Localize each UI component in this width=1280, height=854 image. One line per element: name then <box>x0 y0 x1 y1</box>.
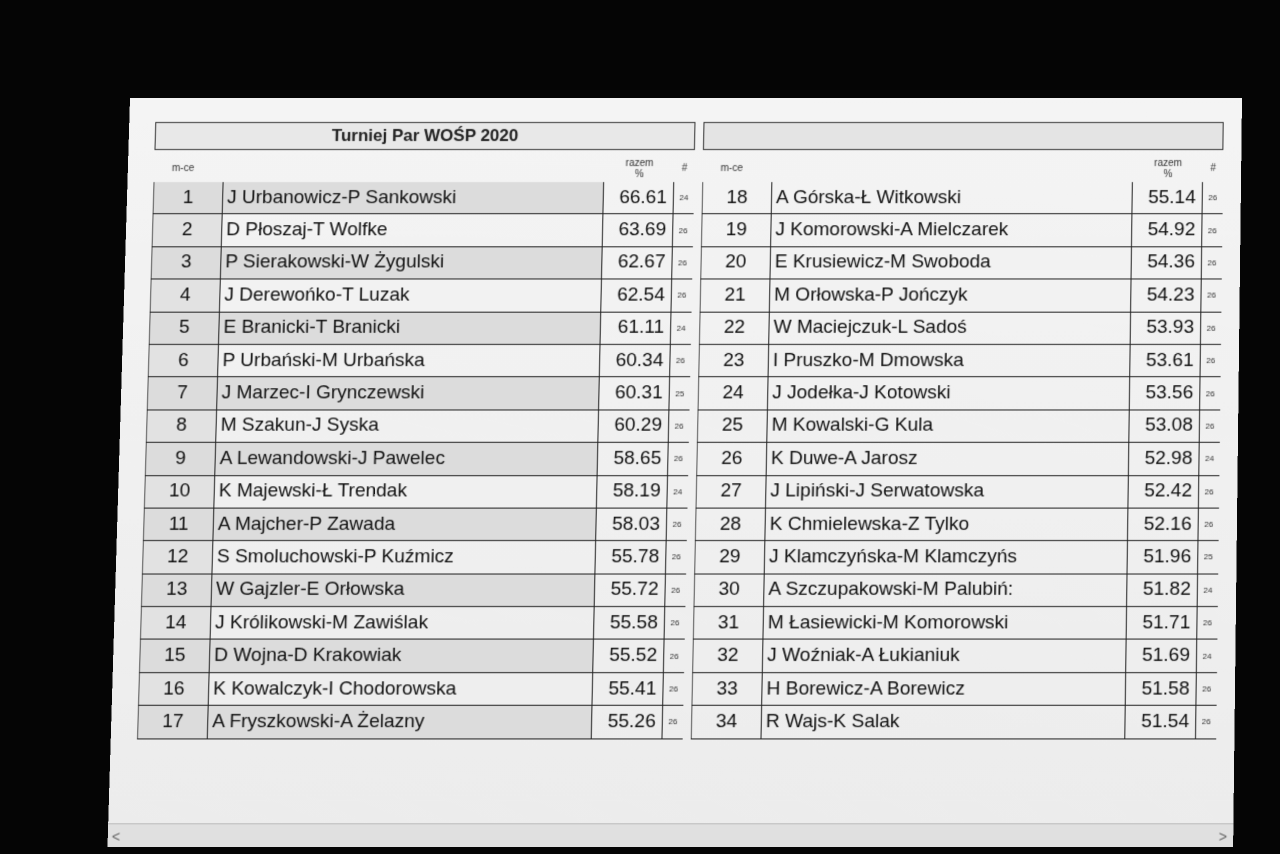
rank-cell[interactable]: 11 <box>143 509 214 541</box>
pair-name-cell[interactable]: M Orłowska-P Jończyk <box>770 280 1132 312</box>
boards-cell[interactable]: 26 <box>1202 618 1213 628</box>
percent-cell[interactable]: 53.56 <box>1130 378 1201 410</box>
rank-cell[interactable]: 8 <box>146 410 217 442</box>
rank-cell[interactable]: 5 <box>149 312 220 344</box>
pair-name-cell[interactable]: K Chmielewska-Z Tylko <box>765 509 1128 541</box>
boards-cell[interactable]: 26 <box>1204 519 1214 529</box>
spreadsheet-screen <box>107 98 1242 847</box>
pair-name-cell[interactable]: P Sierakowski-W Żygulski <box>221 247 603 279</box>
rank-cell[interactable]: 27 <box>696 476 767 508</box>
table-body-left <box>137 182 694 739</box>
table-row[interactable] <box>700 280 1222 313</box>
table-row[interactable] <box>695 509 1219 542</box>
boards-cell[interactable]: 26 <box>1206 323 1216 333</box>
table-row[interactable] <box>699 312 1221 345</box>
header-boards: # <box>1210 163 1216 175</box>
percent-cell[interactable]: 51.54 <box>1125 706 1196 738</box>
boards-cell[interactable]: 24 <box>1205 454 1215 464</box>
boards-cell[interactable]: 26 <box>1207 225 1217 235</box>
pair-name-cell[interactable]: K Duwe-A Jarosz <box>767 443 1130 475</box>
table-row[interactable] <box>700 247 1222 280</box>
rank-cell[interactable]: 14 <box>140 607 212 639</box>
rank-cell[interactable]: 25 <box>697 410 768 442</box>
table-row[interactable] <box>694 541 1218 574</box>
boards-cell[interactable]: 26 <box>670 618 680 628</box>
boards-cell[interactable]: 26 <box>1206 356 1216 366</box>
table-title: Turniej Par WOŚP 2020 <box>154 122 695 150</box>
table-row[interactable] <box>696 443 1220 476</box>
table-row[interactable] <box>148 345 691 378</box>
rank-cell[interactable]: 6 <box>148 345 219 377</box>
boards-cell[interactable]: 26 <box>1208 193 1218 203</box>
boards-cell[interactable]: 26 <box>1207 290 1217 300</box>
rank-cell[interactable]: 24 <box>698 378 769 410</box>
percent-cell[interactable]: 55.72 <box>595 574 666 606</box>
header-percent <box>604 158 675 182</box>
table-row[interactable] <box>147 378 690 411</box>
header-percent-bottom: % <box>634 169 644 181</box>
table-row[interactable] <box>149 312 692 345</box>
rank-cell[interactable]: 19 <box>701 215 772 247</box>
boards-cell[interactable]: 24 <box>1203 585 1213 595</box>
pair-name-cell[interactable]: S Smoluchowski-P Kuźmicz <box>212 541 596 573</box>
percent-cell[interactable]: 55.14 <box>1132 182 1203 213</box>
boards-cell[interactable]: 24 <box>673 487 683 497</box>
scroll-right-icon[interactable]: > <box>1218 828 1228 845</box>
table-row[interactable] <box>141 574 686 607</box>
percent-cell[interactable]: 63.69 <box>603 215 674 247</box>
percent-cell[interactable]: 61.11 <box>601 312 672 344</box>
header-boards: # <box>681 163 688 175</box>
pair-name-cell[interactable]: D Wojna-D Krakowiak <box>210 640 594 672</box>
table-row[interactable] <box>691 706 1217 739</box>
pair-name-cell[interactable]: J Urbanowicz-P Sankowski <box>223 182 604 213</box>
percent-cell[interactable]: 52.98 <box>1129 443 1200 475</box>
table-header <box>154 150 695 182</box>
percent-cell[interactable]: 55.26 <box>592 706 663 738</box>
rank-cell[interactable]: 1 <box>153 182 224 213</box>
pair-name-cell[interactable]: A Szczupakowski-M Palubiń: <box>764 574 1127 606</box>
pair-name-cell[interactable]: P Urbański-M Urbańska <box>218 345 600 377</box>
rank-cell[interactable]: 15 <box>139 640 211 672</box>
rank-cell[interactable]: 26 <box>696 443 767 475</box>
boards-cell[interactable]: 25 <box>675 388 685 398</box>
table-row[interactable] <box>152 215 694 248</box>
percent-cell[interactable]: 53.93 <box>1131 312 1202 344</box>
pair-name-cell[interactable]: J Klamczyńska-M Klamczyńs <box>765 541 1128 573</box>
rank-cell[interactable]: 17 <box>137 706 209 738</box>
pair-name-cell[interactable]: J Jodełka-J Kotowski <box>768 378 1130 410</box>
table-row[interactable] <box>153 182 695 214</box>
horizontal-scrollbar[interactable] <box>107 823 1233 847</box>
rank-cell[interactable]: 22 <box>699 312 770 344</box>
table-row[interactable] <box>143 509 688 542</box>
percent-cell[interactable]: 58.19 <box>597 476 668 508</box>
percent-cell[interactable]: 55.52 <box>593 640 664 672</box>
pair-name-cell[interactable]: J Marzec-I Grynczewski <box>217 378 600 410</box>
pair-name-cell[interactable]: D Płoszaj-T Wolfke <box>222 215 604 247</box>
pair-name-cell[interactable]: R Wajs-K Salak <box>762 706 1126 738</box>
pair-name-cell[interactable]: J Woźniak-A Łukianiuk <box>763 640 1127 672</box>
pair-name-cell[interactable]: I Pruszko-M Dmowska <box>769 345 1131 377</box>
boards-cell[interactable]: 24 <box>679 193 689 203</box>
percent-cell[interactable]: 55.78 <box>595 541 666 573</box>
table-row[interactable] <box>137 706 683 739</box>
boards-cell[interactable]: 26 <box>672 519 682 529</box>
header-percent-bottom: % <box>1163 169 1173 181</box>
pair-name-cell[interactable]: A Górska-Ł Witkowski <box>772 182 1133 213</box>
percent-cell[interactable]: 51.96 <box>1128 541 1199 573</box>
boards-cell[interactable]: 26 <box>671 552 681 562</box>
results-table-right <box>691 122 1224 739</box>
table-row[interactable] <box>698 345 1221 378</box>
pair-name-cell[interactable]: K Majewski-Ł Trendak <box>214 476 597 508</box>
percent-cell[interactable]: 62.67 <box>602 247 673 279</box>
pair-name-cell[interactable]: E Krusiewicz-M Swoboda <box>770 247 1131 279</box>
boards-cell[interactable]: 26 <box>677 258 688 268</box>
rank-cell[interactable]: 29 <box>694 541 765 573</box>
percent-cell[interactable]: 53.08 <box>1129 410 1200 442</box>
percent-cell[interactable]: 52.16 <box>1128 509 1199 541</box>
percent-cell[interactable]: 66.61 <box>603 182 674 213</box>
boards-cell[interactable]: 26 <box>1201 717 1211 727</box>
boards-cell[interactable]: 26 <box>668 717 678 727</box>
rank-cell[interactable]: 13 <box>141 574 212 606</box>
boards-cell[interactable]: 26 <box>673 454 684 464</box>
table-title-empty <box>703 122 1224 150</box>
percent-cell[interactable]: 51.58 <box>1126 673 1197 705</box>
table-row[interactable] <box>145 443 689 476</box>
table-row[interactable] <box>142 541 687 574</box>
header-rank: m-ce <box>171 163 195 175</box>
rank-cell[interactable]: 12 <box>142 541 213 573</box>
pair-name-cell[interactable]: H Borewicz-A Borewicz <box>762 673 1126 705</box>
boards-cell[interactable]: 24 <box>1202 651 1212 661</box>
results-table-left <box>137 122 695 739</box>
table-row[interactable] <box>697 410 1220 443</box>
percent-cell[interactable]: 60.34 <box>600 345 671 377</box>
header-percent <box>1133 158 1203 182</box>
table-row[interactable] <box>693 607 1218 640</box>
rank-cell[interactable]: 28 <box>695 509 766 541</box>
percent-cell[interactable]: 54.23 <box>1131 280 1202 312</box>
percent-cell[interactable]: 51.82 <box>1127 574 1198 606</box>
table-row[interactable] <box>702 182 1223 214</box>
rank-cell[interactable]: 31 <box>693 607 764 639</box>
pair-name-cell[interactable]: W Maciejczuk-L Sadoś <box>769 312 1131 344</box>
boards-cell[interactable]: 26 <box>674 421 684 431</box>
percent-cell[interactable]: 54.92 <box>1132 215 1203 247</box>
boards-cell[interactable]: 26 <box>1202 684 1212 694</box>
table-row[interactable] <box>140 607 685 640</box>
table-row[interactable] <box>691 673 1217 706</box>
table-row[interactable] <box>150 280 693 313</box>
percent-cell[interactable]: 53.61 <box>1130 345 1201 377</box>
header-percent-top: razem <box>625 158 654 170</box>
table-row[interactable] <box>138 673 684 706</box>
pair-name-cell[interactable]: J Królikowski-M Zawiślak <box>211 607 595 639</box>
boards-cell[interactable]: 26 <box>1205 421 1215 431</box>
rank-cell[interactable]: 33 <box>691 673 762 705</box>
table-row[interactable] <box>696 476 1220 509</box>
boards-cell[interactable]: 26 <box>1207 258 1217 268</box>
rank-cell[interactable]: 3 <box>151 247 222 279</box>
header-percent-top: razem <box>1154 158 1183 170</box>
table-row[interactable] <box>693 574 1218 607</box>
percent-cell[interactable]: 58.03 <box>596 509 667 541</box>
percent-cell[interactable]: 55.58 <box>594 607 665 639</box>
rank-cell[interactable]: 32 <box>692 640 763 672</box>
boards-cell[interactable]: 26 <box>675 356 686 366</box>
boards-cell[interactable]: 26 <box>677 290 687 300</box>
table-row[interactable] <box>139 640 685 673</box>
pair-name-cell[interactable]: M Kowalski-G Kula <box>767 410 1129 442</box>
percent-cell[interactable]: 58.65 <box>598 443 669 475</box>
rank-cell[interactable]: 23 <box>698 345 769 377</box>
rank-cell[interactable]: 7 <box>147 378 218 410</box>
rank-cell[interactable]: 4 <box>150 280 221 312</box>
percent-cell[interactable]: 60.31 <box>599 378 670 410</box>
percent-cell[interactable]: 54.36 <box>1132 247 1203 279</box>
pair-name-cell[interactable]: M Szakun-J Syska <box>216 410 599 442</box>
percent-cell[interactable]: 60.29 <box>598 410 669 442</box>
table-row[interactable] <box>146 410 690 443</box>
rank-cell[interactable]: 21 <box>700 280 771 312</box>
boards-cell[interactable]: 26 <box>1204 487 1214 497</box>
pair-name-cell[interactable]: J Lipiński-J Serwatowska <box>766 476 1129 508</box>
percent-cell[interactable]: 55.41 <box>592 673 663 705</box>
pair-name-cell[interactable]: A Lewandowski-J Pawelec <box>215 443 598 475</box>
boards-cell[interactable]: 26 <box>669 651 679 661</box>
rank-cell[interactable]: 10 <box>144 476 215 508</box>
rank-cell[interactable]: 20 <box>700 247 771 279</box>
table-body-right <box>691 182 1223 739</box>
rank-cell[interactable]: 2 <box>152 215 223 247</box>
percent-cell[interactable]: 51.71 <box>1127 607 1198 639</box>
header-rank: m-ce <box>720 163 743 175</box>
pair-name-cell[interactable]: J Derewońko-T Luzak <box>220 280 602 312</box>
table-row[interactable] <box>701 215 1223 248</box>
boards-cell[interactable]: 26 <box>669 684 679 694</box>
table-row[interactable] <box>692 640 1217 673</box>
boards-cell[interactable]: 26 <box>671 585 681 595</box>
boards-cell[interactable]: 24 <box>676 323 686 333</box>
pair-name-cell[interactable]: W Gajzler-E Orłowska <box>212 574 596 606</box>
pair-name-cell[interactable]: M Łasiewicki-M Komorowski <box>763 607 1127 639</box>
percent-cell[interactable]: 52.42 <box>1128 476 1199 508</box>
table-row[interactable] <box>144 476 688 509</box>
boards-cell[interactable]: 25 <box>1203 552 1213 562</box>
boards-cell[interactable]: 26 <box>1205 388 1215 398</box>
percent-cell[interactable]: 62.54 <box>601 280 672 312</box>
rank-cell[interactable]: 34 <box>691 706 762 738</box>
pair-name-cell[interactable]: J Komorowski-A Mielczarek <box>771 215 1132 247</box>
pair-name-cell[interactable]: E Branicki-T Branicki <box>219 312 601 344</box>
pair-name-cell[interactable]: K Kowalczyk-I Chodorowska <box>209 673 593 705</box>
pair-name-cell[interactable]: A Fryszkowski-A Żelazny <box>208 706 593 738</box>
percent-cell[interactable]: 51.69 <box>1126 640 1197 672</box>
rank-cell[interactable]: 9 <box>145 443 216 475</box>
pair-name-cell[interactable]: A Majcher-P Zawada <box>213 509 596 541</box>
rank-cell[interactable]: 16 <box>138 673 210 705</box>
table-row[interactable] <box>698 378 1221 411</box>
boards-cell[interactable]: 26 <box>678 225 688 235</box>
scroll-left-icon[interactable]: < <box>111 828 121 845</box>
rank-cell[interactable]: 18 <box>702 182 773 213</box>
table-row[interactable] <box>151 247 693 280</box>
rank-cell[interactable]: 30 <box>694 574 765 606</box>
table-header <box>702 150 1223 182</box>
